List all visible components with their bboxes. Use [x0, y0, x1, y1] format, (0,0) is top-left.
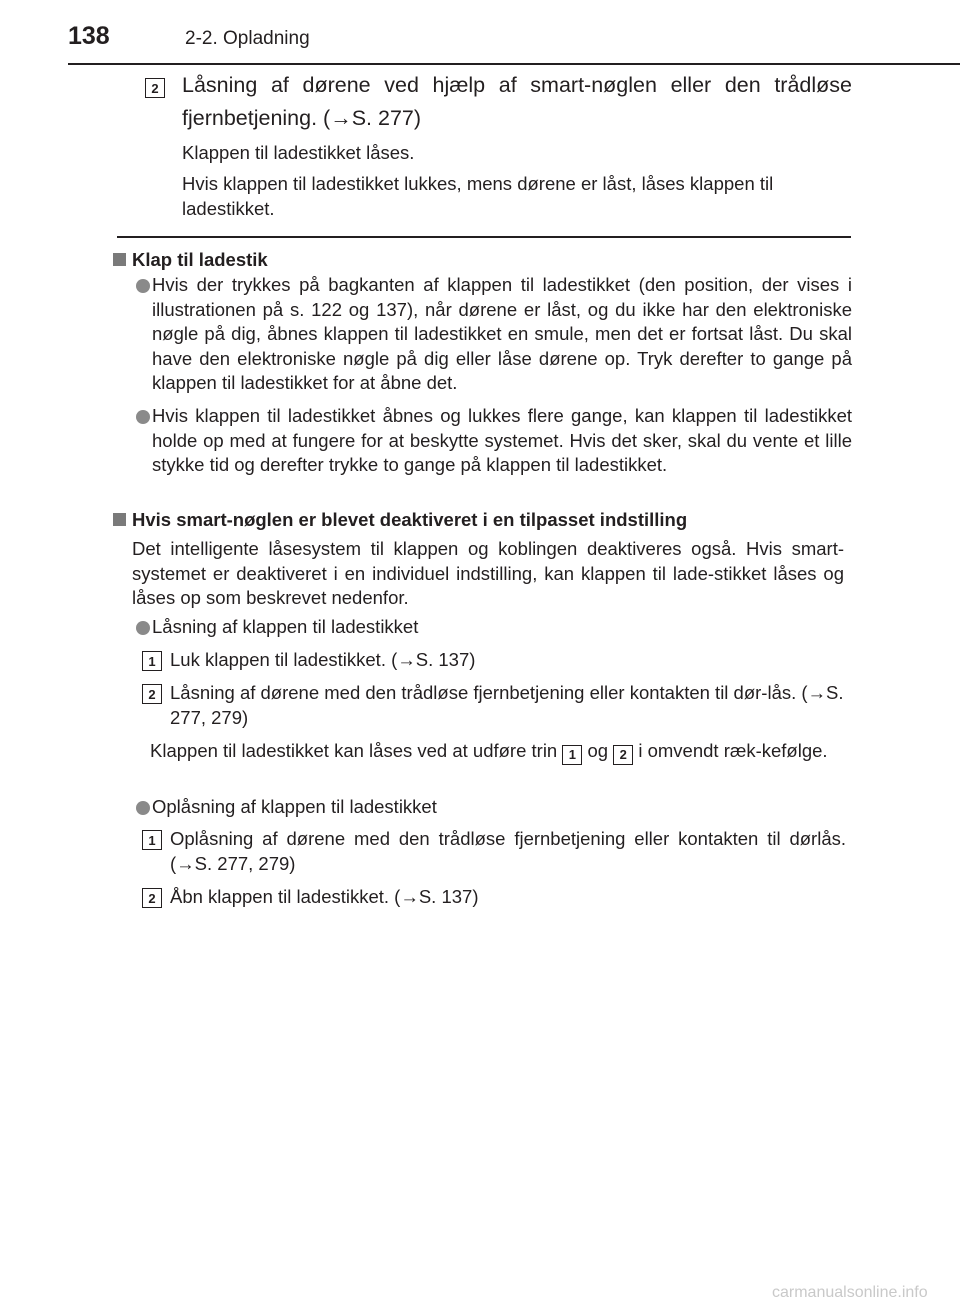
square-bullet-icon: [113, 253, 126, 266]
step-note: Klappen til ladestikket kan låses ved at udføre trin 1 og 2 i omvendt ræk-kefølge.: [150, 739, 856, 765]
section-title: 2-2. Opladning: [185, 28, 310, 49]
header-rule: [68, 63, 960, 65]
circle-bullet-icon: [136, 801, 150, 815]
step-number-box: 2: [142, 888, 162, 908]
section-heading: Hvis smart-nøglen er blevet deaktiveret i en tilpasset indstilling: [113, 508, 687, 532]
page-number: 138: [68, 22, 110, 50]
square-bullet-icon: [113, 513, 126, 526]
step-text: Låsning af dørene med den trådløse fjernbetjening eller kontakten til dør-lås. (→S. 277, 279): [170, 682, 844, 728]
paragraph: Hvis klappen til ladestikket åbnes og lukkes flere gange, kan klappen til ladestikket holde op med at fungere for at beskytte systemet. Hvis det sker, skal du vente et lille stykke tid og derefter trykke to gange på klappen til ladestikket.: [152, 405, 852, 475]
section-heading: Klap til ladestik: [113, 248, 268, 272]
step-number-box: 2: [145, 78, 165, 98]
paragraph: Hvis der trykkes på bagkanten af klappen til ladestikket (den position, der vises i illustrationen på s. 122 og 137), når dørene er låst, og du ikke har den elektroniske nøgle på dig, åbnes klappen til ladestikket en smule, men det er fortsat låst. Du skal have den elektroniske nøgle på dig eller låse dørene op. Tryk derefter to gange på klappen til ladestikket for at åbne det.: [152, 274, 852, 393]
step-text: Åbn klappen til ladestikket. (→S. 137): [170, 886, 479, 907]
step-text: Oplåsning af dørene med den trådløse fjernbetjening eller kontakten til dørlås. (→S. 277, 279): [170, 828, 846, 874]
subsection-title: Oplåsning af klappen til ladestikket: [152, 796, 437, 817]
step-note: Hvis klappen til ladestikket lukkes, mens dørene er låst, låses klappen til ladestikket.: [182, 173, 774, 219]
step-ref-box: 2: [613, 745, 633, 765]
step-number-box: 1: [142, 651, 162, 671]
subsection-title: Låsning af klappen til ladestikket: [152, 616, 419, 637]
paragraph: Det intelligente låsesystem til klappen og koblingen deaktiveres også. Hvis smart-systemet er deaktiveret i en individuel indstilling, kan klappen til lade-stikket låses og låses op som beskrevet nedenfor.: [132, 538, 844, 608]
section-divider: [117, 236, 851, 238]
step-number-box: 2: [142, 684, 162, 704]
step-title: Låsning af dørene ved hjælp af smart-nøglen eller den trådløse fjernbetjening. (→S. 277): [182, 73, 852, 130]
circle-bullet-icon: [136, 621, 150, 635]
watermark: carmanualsonline.info: [772, 1284, 928, 1301]
step-note: Klappen til ladestikket låses.: [182, 142, 415, 163]
circle-bullet-icon: [136, 279, 150, 293]
step-text: Luk klappen til ladestikket. (→S. 137): [170, 649, 476, 670]
step-number-box: 1: [142, 830, 162, 850]
step-ref-box: 1: [562, 745, 582, 765]
circle-bullet-icon: [136, 410, 150, 424]
